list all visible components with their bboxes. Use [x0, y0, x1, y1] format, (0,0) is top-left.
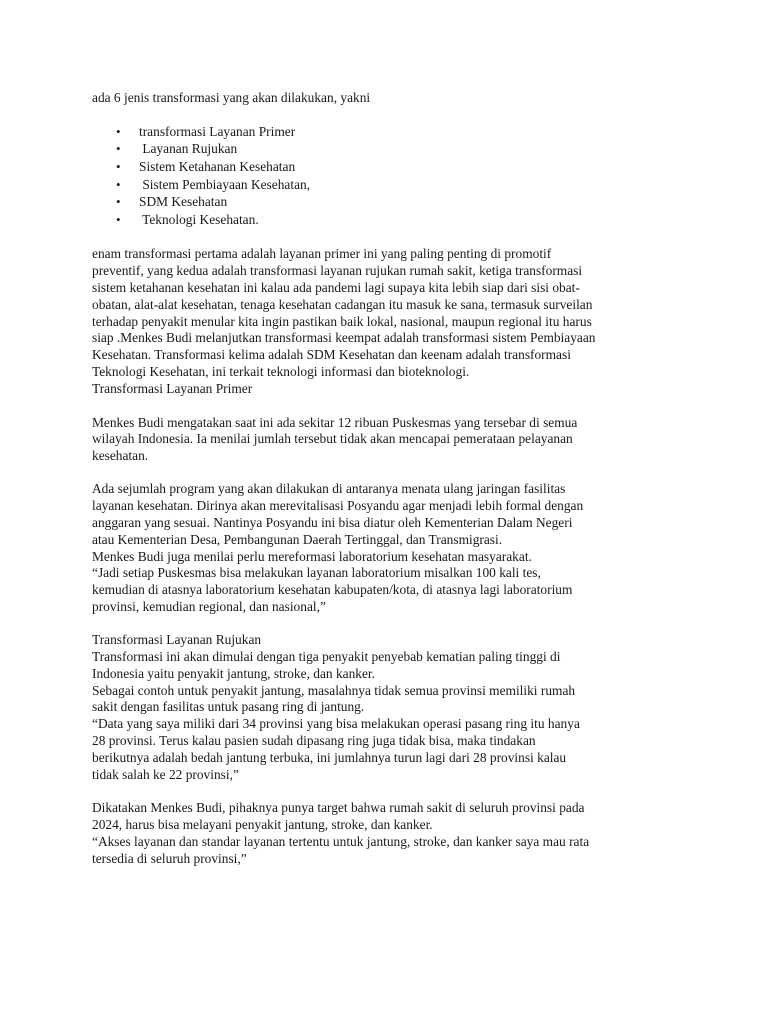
text-line: kesehatan.	[92, 448, 149, 463]
text-line: sistem ketahanan kesehatan ini kalau ada pandemi lagi supaya kita lebih siap dari sisi obat-	[92, 280, 580, 295]
bullet-item-label: Sistem Pembiayaan Kesehatan,	[139, 177, 311, 192]
text-line: terhadap penyakit menular kita ingin pastikan baik lokal, nasional, maupun regional itu harus	[92, 314, 592, 329]
text-line: “Akses layanan dan standar layanan tertentu untuk jantung, stroke, dan kanker saya mau rata	[92, 834, 590, 849]
bullet-icon: •	[116, 177, 121, 192]
text-line: “Data yang saya miliki dari 34 provinsi yang bisa melakukan operasi pasang ring itu hanya	[92, 716, 580, 731]
text-line: enam transformasi pertama adalah layanan primer ini yang paling penting di promotif	[92, 246, 552, 261]
text-line: Dikatakan Menkes Budi, pihaknya punya target bahwa rumah sakit di seluruh provinsi pada	[92, 800, 585, 815]
bullet-icon: •	[116, 159, 121, 174]
text-line: Menkes Budi mengatakan saat ini ada sekitar 12 ribuan Puskesmas yang tersebar di semua	[92, 415, 578, 430]
text-line: 28 provinsi. Terus kalau pasien sudah dipasang ring juga tidak bisa, maka tindakan	[92, 733, 536, 748]
bullet-item-label: transformasi Layanan Primer	[139, 124, 296, 139]
bullet-item-label: Teknologi Kesehatan.	[139, 212, 259, 227]
text-line: Ada sejumlah program yang akan dilakukan di antaranya menata ulang jaringan fasilitas	[92, 481, 566, 496]
bullet-item-label: Layanan Rujukan	[139, 141, 238, 156]
text-line: Indonesia yaitu penyakit jantung, stroke, dan kanker.	[92, 666, 375, 681]
text-line: siap .Menkes Budi melanjutkan transformasi keempat adalah transformasi sistem Pembiayaan	[92, 330, 596, 345]
bullet-icon: •	[116, 194, 121, 209]
text-line: Transformasi ini akan dimulai dengan tiga penyakit penyebab kematian paling tinggi di	[92, 649, 561, 664]
text-line: Kesehatan. Transformasi kelima adalah SDM Kesehatan dan keenam adalah transformasi	[92, 347, 571, 362]
text-line: sakit dengan fasilitas untuk pasang ring di jantung.	[92, 699, 365, 714]
text-line: Sebagai contoh untuk penyakit jantung, masalahnya tidak semua provinsi memiliki rumah	[92, 683, 576, 698]
text-line: kemudian di atasnya laboratorium kesehatan kabupaten/kota, di atasnya lagi laboratorium	[92, 582, 573, 597]
text-line: obatan, alat-alat kesehatan, tenaga kesehatan cadangan itu masuk ke sana, termasuk surveilan	[92, 297, 593, 312]
text-line: preventif, yang kedua adalah transformasi layanan rujukan rumah sakit, ketiga transformasi	[92, 263, 583, 278]
text-line: anggaran yang sesuai. Nantinya Posyandu ini bisa diatur oleh Kementerian Dalam Negeri	[92, 515, 573, 530]
bullet-item-label: SDM Kesehatan	[139, 194, 228, 209]
bullet-icon: •	[116, 141, 121, 156]
text-line: Teknologi Kesehatan, ini terkait teknologi informasi dan bioteknologi.	[92, 364, 470, 379]
bullet-item-label: Sistem Ketahanan Kesehatan	[139, 159, 296, 174]
text-line: 2024, harus bisa melayani penyakit jantung, stroke, dan kanker.	[92, 817, 433, 832]
section-heading-rujukan: Transformasi Layanan Rujukan	[92, 632, 262, 647]
bullet-icon: •	[116, 212, 121, 227]
text-line: tersedia di seluruh provinsi,”	[92, 851, 247, 866]
section-heading-primer: Transformasi Layanan Primer	[92, 381, 253, 396]
bullet-icon: •	[116, 124, 121, 139]
text-line: “Jadi setiap Puskesmas bisa melakukan layanan laboratorium misalkan 100 kali tes,	[92, 565, 541, 580]
text-line: atau Kementerian Desa, Pembangunan Daerah Tertinggal, dan Transmigrasi.	[92, 532, 503, 547]
text-line: tidak salah ke 22 provinsi,”	[92, 767, 239, 782]
text-line: provinsi, kemudian regional, dan nasional,”	[92, 599, 326, 614]
text-line: berikutnya adalah bedah jantung terbuka, ini jumlahnya turun lagi dari 28 provinsi kalau	[92, 750, 567, 765]
text-line: wilayah Indonesia. Ia menilai jumlah tersebut tidak akan mencapai pemerataan pelayanan	[92, 431, 573, 446]
intro-line: ada 6 jenis transformasi yang akan dilakukan, yakni	[92, 90, 371, 105]
text-line: layanan kesehatan. Dirinya akan merevitalisasi Posyandu agar menjadi lebih formal dengan	[92, 498, 584, 513]
text-line: Menkes Budi juga menilai perlu mereformasi laboratorium kesehatan masyarakat.	[92, 549, 532, 564]
